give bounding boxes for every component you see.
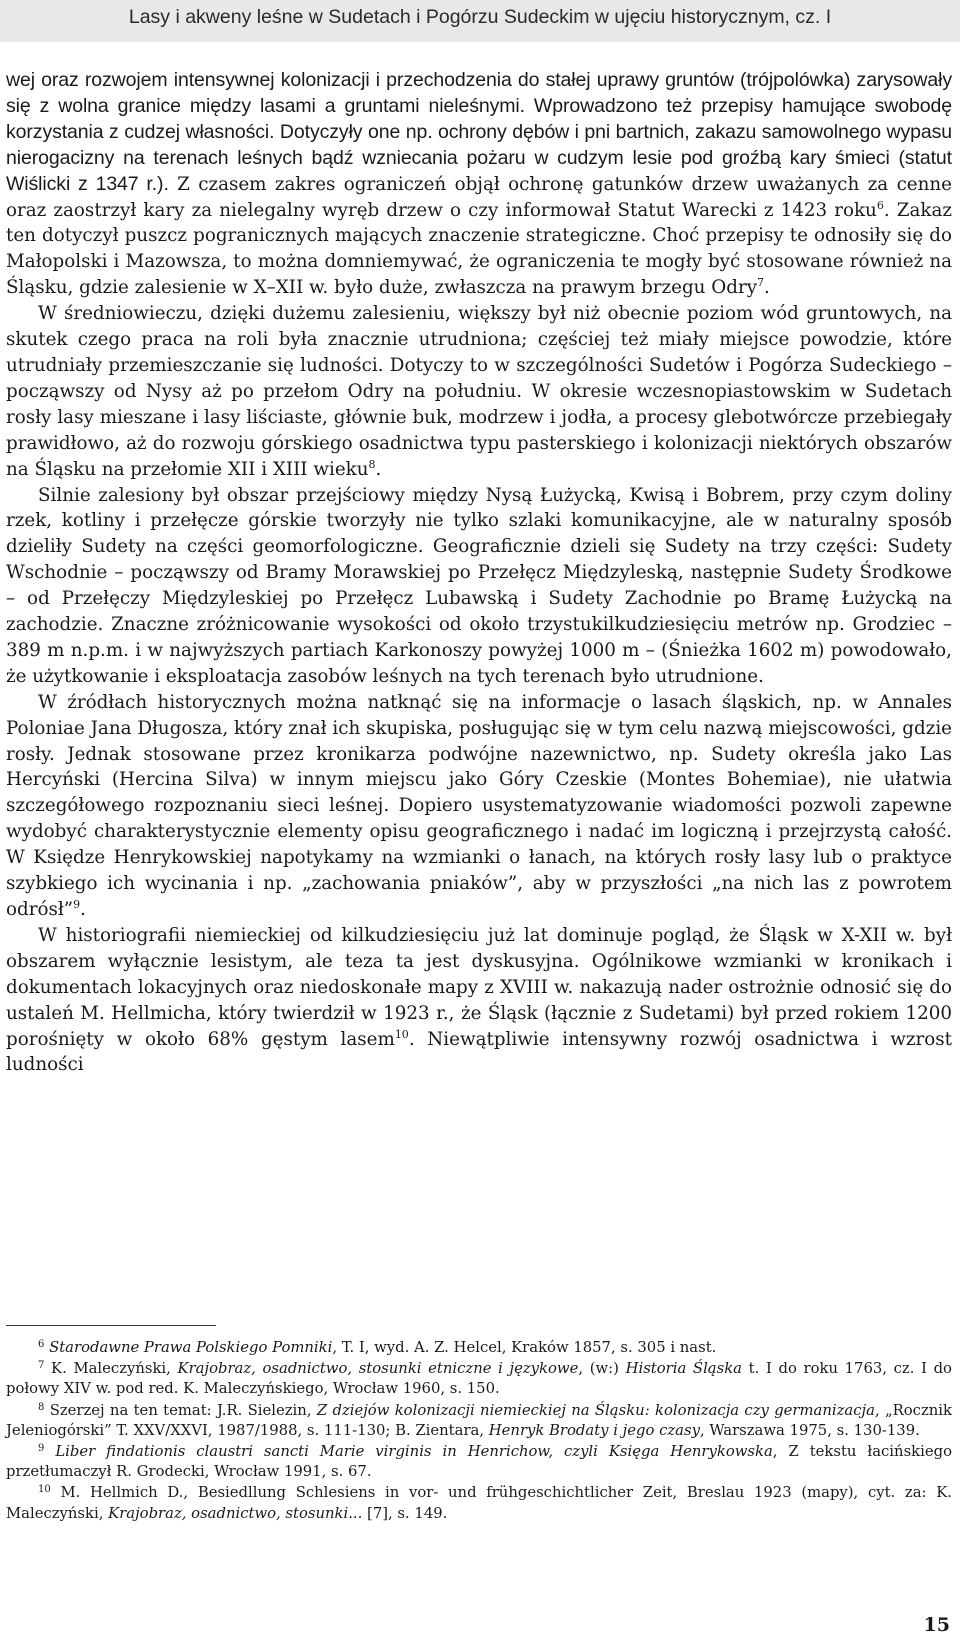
footnote-9	[6, 1442, 952, 1482]
footnote-number: 8	[38, 1401, 45, 1413]
footnote-text: , Warszawa 1975, s. 130-139.	[699, 1421, 920, 1439]
footnote-ref-8: 8	[368, 457, 376, 471]
paragraph-1: wej oraz rozwojem intensywnej kolonizacji i przechodzenia do stałej uprawy gruntów (trójpolówka) zarysowały się z wolna granice między lasami a gruntami nieleśnymi. Wprowadzono też przepisy hamujące swobodę korzystania z cudzej własności. Dotyczyły one np. ochrony dębów i pni bartnich, zakazu samowolnego wypasu nierogacizny na terenach leśnych bądź wzniecania pożaru w cudzym lesie pod groźbą kary śmieci (statut Wiślicki z 1347 r.). Z czasem zakres ograniczeń objął ochronę gatunków drzew uważanych za cenne oraz zaostrzył kary za nielegalny wyręb drzew o czy informował Statut Warecki z 1423 roku$^6$. Zakaz ten dotyczył puszcz pogranicznych mających znaczenie strategiczne. Choć przepisy te odnosiły się do Małopolski i Mazowsza, to można domniemywać, że ograniczenia te mogły być stosowane również na Śląsku, gdzie zalesienie w X–XII w. było duże, zwłaszcza na prawym brzegu Odry$^7$.	[6, 69, 952, 299]
paragraph-5-text: W historiografii niemieckiej od kilkudziesięciu już lat dominuje pogląd, że Śląsk w X-XII w. był obszarem wyłącznie lesistym, ale teza ta jest dyskusyjna. Ogólnikowe wzmianki w kronikach i dokumentach lokacyjnych oraz niedoskonałe mapy z XVIII w. nakazują nader ostrożnie odnosić się do ustaleń M. Hellmicha, który twierdził w 1923 r., że Śląsk (łącznie z Sudetami) był przed rokiem 1200 porośnięty w około 68% gęstym lasem	[6, 924, 952, 1050]
body-text	[6, 68, 952, 1078]
footnote-title: Liber findationis claustri sancti Marie virginis in Henrichow, czyli Księga Henrykowska	[55, 1443, 773, 1461]
paragraph-2: W średniowieczu, dzięki dużemu zalesieniu, większy był niż obecnie poziom wód gruntowych, na skutek czego praca na roli była znacznie utrudniona; częściej też miały miejsce powodzie, które utrudniały przemieszczanie się ludności. Dotyczy to w szczególności Sudetów i Pogórza Sudeckiego – począwszy od Nysy aż po przełom Odry na południu. W okresie wczesnopiastowskim w Sudetach rosły lasy mieszane i lasy liściaste, głównie buk, modrzew i jodła, a procesy glebotwórcze przebiegały prawidłowo, aż do rozwoju górskiego osadnictwa typu pasterskiego i kolonizacji niektórych obszarów na Śląsku na przełomie XII i XIII wieku$^8$.	[6, 303, 952, 480]
paragraph-5	[6, 923, 952, 1078]
footnote-title: Krajobraz, osadnictwo, stosunki etniczne i językowe	[177, 1360, 579, 1378]
footnote-8	[6, 1401, 952, 1441]
paragraph-1-sans-part: wej oraz rozwojem intensywnej kolonizacji i przechodzenia do stałej uprawy gruntów (trójpolówka) zarysowały się z wolna granice między lasami a gruntami nieleśnymi. Wprowadzono też przepisy hamujące swobodę korzystania z cudzej własności. Dotyczyły one np. ochrony dębów i pni bartnich, zakazu samowolnego wypasu nierogacizny na terenach leśnych bądź wzniecania pożaru w cudzym lesie pod groźbą kary śmieci (statut Wiślicki z 1347 r.).	[6, 69, 952, 195]
page-number: 15	[923, 1614, 950, 1636]
footnote-text: t. I do roku 1763, cz. I do połowy XIV w. pod red. K. Maleczyńskiego, Wrocław 1960, s. 150.	[6, 1360, 952, 1398]
footnote-text: , T. I, wyd. A. Z. Helcel, Kraków 1857, s. 305 i nast.	[332, 1339, 717, 1356]
paragraph-2-text: W średniowieczu, dzięki dużemu zalesieniu, większy był niż obecnie poziom wód gruntowych, na skutek czego praca na roli była znacznie utrudniona; częściej też miały miejsce powodzie, które utrudniały przemieszczanie się ludności. Dotyczy to w szczególności Sudetów i Pogórza Sudeckiego – począwszy od Nysy aż po przełom Odry na południu. W okresie wczesnopiastowskim w Sudetach rosły lasy mieszane i lasy liściaste, głównie buk, modrzew i jodła, a procesy glebotwórcze przebiegały prawidłowo, aż do rozwoju górskiego osadnictwa typu pasterskiego i kolonizacji niektórych obszarów na Śląsku na przełomie XII i XIII wieku	[6, 303, 952, 480]
paragraph-1-part-b: Z czasem zakres ograniczeń objął ochronę gatunków drzew uważanych za cenne oraz zaostrzył kary za nielegalny wyręb drzew o czy informował Statut Warecki z 1423 roku	[6, 173, 952, 221]
footnote-6	[6, 1338, 952, 1358]
footnotes	[6, 1338, 952, 1524]
footnote-number: 9	[38, 1443, 45, 1455]
footnote-ref-7: 7	[757, 276, 765, 290]
paragraph-4-text: W źródłach historycznych można natknąć się na informacje o lasach śląskich, np. w Annales Poloniae Jana Długosza, który znał ich skupiska, posługując się w tym celu nazwą miejscowości, gdzie rosły. Jednak stosowane przez kronikarza podwójne nazewnictwo, np. Sudety określa jako Las Hercyński (Hercina Silva) w innym miejscu jako Góry Czeskie (Montes Bohemiae), nie ułatwia szczegółowego rozpoznaniu sieci leśnej. Dopiero usystematyzowanie wiadomości pozwoli zapewne wydobyć charakterystycznie elementy opisu geograficznego i nadać im logiczną i przejrzystą całość. W Księdze Henrykowskiej napotykamy na wzmianki o łanach, na których rosły lasy lub o praktyce szybkiego ich wycinania i np. „zachowania pniaków”, aby w przyszłości „na nich las z powrotem odrósł”	[6, 691, 952, 920]
footnote-number: 10	[38, 1484, 51, 1496]
footnote-title: Historia Śląska	[625, 1360, 743, 1378]
footnote-ref-6: 6	[876, 198, 884, 212]
footnote-title: Z dziejów kolonizacji niemieckiej na Śląsku: kolonizacja czy germanizacja	[316, 1401, 875, 1419]
footnote-text: M. Hellmich D., Besiedllung Schlesiens in vor- und frühgeschichtlicher Zeit, Breslau 1923 (mapy), cyt. za: K. Maleczyński,	[6, 1484, 952, 1522]
running-head-band	[0, 0, 960, 42]
footnote-text: , Z tekstu łacińskiego przetłumaczył R. Grodecki, Wrocław 1991, s. 67.	[6, 1443, 952, 1481]
paragraph-3: Silnie zalesiony był obszar przejściowy między Nysą Łużycką, Kwisą i Bobrem, przy czym doliny rzek, kotliny i przełęcze górskie tworzyły nie tylko szlaki komunikacyjne, ale w naturalny sposób dzieliły Sudety na części geomorfologiczne. Geograficznie dzieli się Sudety na trzy części: Sudety Wschodnie – począwszy od Bramy Morawskiej po Przełęcz Międzyleską, następnie Sudety Środkowe – od Przełęczy Międzyleskiej po Przełęcz Lubawską i Sudety Zachodnie po Bramę Łużycką na zachodzie. Znaczne zróżnicowanie wysokości od około trzystukilkudziesięciu metrów np. Grodziec – 389 m n.p.m. i w najwyższych partiach Karkonoszy powyżej 1000 m – (Śnieżka 1602 m) powodowało, że użytkowanie i eksploatacja zasobów leśnych na tych terenach było utrudnione.	[6, 484, 952, 687]
footnote-text: , „Rocznik Jeleniogórski” T. XXV/XXVI, 1987/1988, s. 111-130; B. Zientara,	[6, 1401, 952, 1439]
footnote-text: K. Maleczyński,	[51, 1360, 178, 1378]
footnote-title: Krajobraz, osadnictwo, stosunki...	[108, 1504, 363, 1522]
paragraph-4: W źródłach historycznych można natknąć się na informacje o lasach śląskich, np. w Annales Poloniae Jana Długosza, który znał ich skupiska, posługując się w tym celu nazwą miejscowości, gdzie rosły. Jednak stosowane przez kronikarza podwójne nazewnictwo, np. Sudety określa jako Las Hercyński (Hercina Silva) w innym miejscu jako Góry Czeskie (Montes Bohemiae), nie ułatwia szczegółowego rozpoznaniu sieci leśnej. Dopiero usystematyzowanie wiadomości pozwoli zapewne wydobyć charakterystycznie elementy opisu geograficznego i nadać im logiczną i przejrzystą całość. W Księdze Henrykowskiej napotykamy na wzmianki o łanach, na których rosły lasy lub o praktyce szybkiego ich wycinania i np. „zachowania pniaków”, aby w przyszłości „na nich las z powrotem odrósł”$^9$.	[6, 691, 952, 920]
running-head: Lasy i akweny leśne w Sudetach i Pogórzu Sudeckim w ujęciu historycznym, cz. I	[128, 6, 832, 28]
footnote-ref-10: 10	[394, 1027, 409, 1041]
footnote-title: Starodawne Prawa Polskiego Pomniki	[49, 1339, 333, 1356]
footnote-10	[6, 1483, 952, 1523]
paragraph-1-part-c: . Zakaz ten dotyczył puszcz pogranicznych mających znaczenie strategiczne. Choć przepisy te odnosiły się do Małopolski i Mazowsza, to można domniemywać, że ograniczenia te mogły być stosowane również na Śląsku, gdzie zalesienie w X–XII w. było duże, zwłaszcza na prawym brzegu Odry	[6, 199, 952, 299]
footnote-text: , (w:)	[578, 1360, 626, 1378]
footnote-text: Szerzej na ten temat: J.R. Sielezin,	[49, 1401, 317, 1419]
footnote-text: [7], s. 149.	[362, 1504, 448, 1522]
footnote-separator	[6, 1325, 216, 1326]
footnote-title: Henryk Brodaty i jego czasy	[488, 1421, 700, 1439]
footnote-number: 7	[38, 1360, 45, 1372]
paragraph-5-tail: . Niewątpliwie intensywny rozwój osadnictwa i wzrost ludności	[6, 1028, 952, 1076]
footnote-number: 6	[38, 1339, 45, 1350]
footnote-7	[6, 1359, 952, 1399]
footnote-ref-9: 9	[73, 898, 81, 911]
